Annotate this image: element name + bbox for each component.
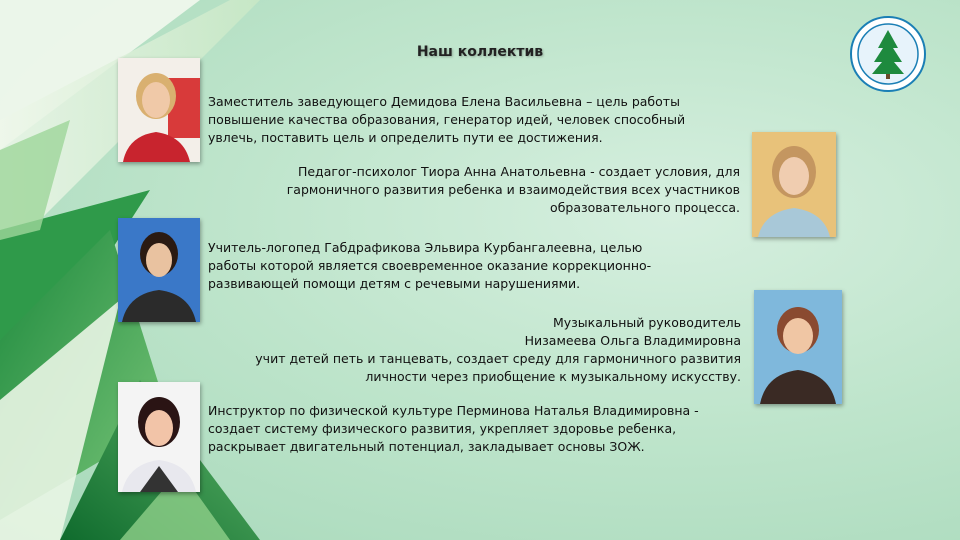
staff-photo-3: [118, 218, 200, 322]
staff-text-1: Заместитель заведующего Демидова Елена Васильевна – цель работы повышение качества образования, генератор идей, человек способный увлечь, поставить цель и определить пути ее достижения.: [208, 94, 686, 145]
woman-portrait-icon: [118, 382, 200, 492]
staff-photo-4: [754, 290, 842, 404]
woman-portrait-icon: [118, 58, 200, 162]
staff-photo-2: [752, 132, 836, 237]
kindergarten-logo-icon: [850, 16, 926, 92]
staff-photo-1: [118, 58, 200, 162]
staff-text-5: Инструктор по физической культуре Перминова Наталья Владимировна - создает систему физического развития, укрепляет здоровье ребенка, раскрывает двигательный потенциал, закладывает основы ЗОЖ.: [208, 403, 699, 454]
staff-photo-5: [118, 382, 200, 492]
woman-portrait-icon: [752, 132, 836, 237]
woman-portrait-icon: [754, 290, 842, 404]
staff-text-2: Педагог-психолог Тиора Анна Анатольевна - создает условия, для гармоничного развития ребенка и взаимодействия всех участников образовательного процесса.: [286, 164, 740, 215]
staff-text-4: Музыкальный руководитель Низамеева Ольга Владимировна учит детей петь и танцевать, создает среду для гармоничного развития личности через приобщение к музыкальному искусству.: [255, 315, 741, 384]
woman-portrait-icon: [118, 218, 200, 322]
slide-title: Наш коллектив: [416, 44, 544, 60]
staff-text-3: Учитель-логопед Габдрафикова Эльвира Курбангалеевна, целью работы которой является своевременное оказание коррекционно- развивающей помощи детям с речевыми нарушениями.: [208, 240, 652, 291]
